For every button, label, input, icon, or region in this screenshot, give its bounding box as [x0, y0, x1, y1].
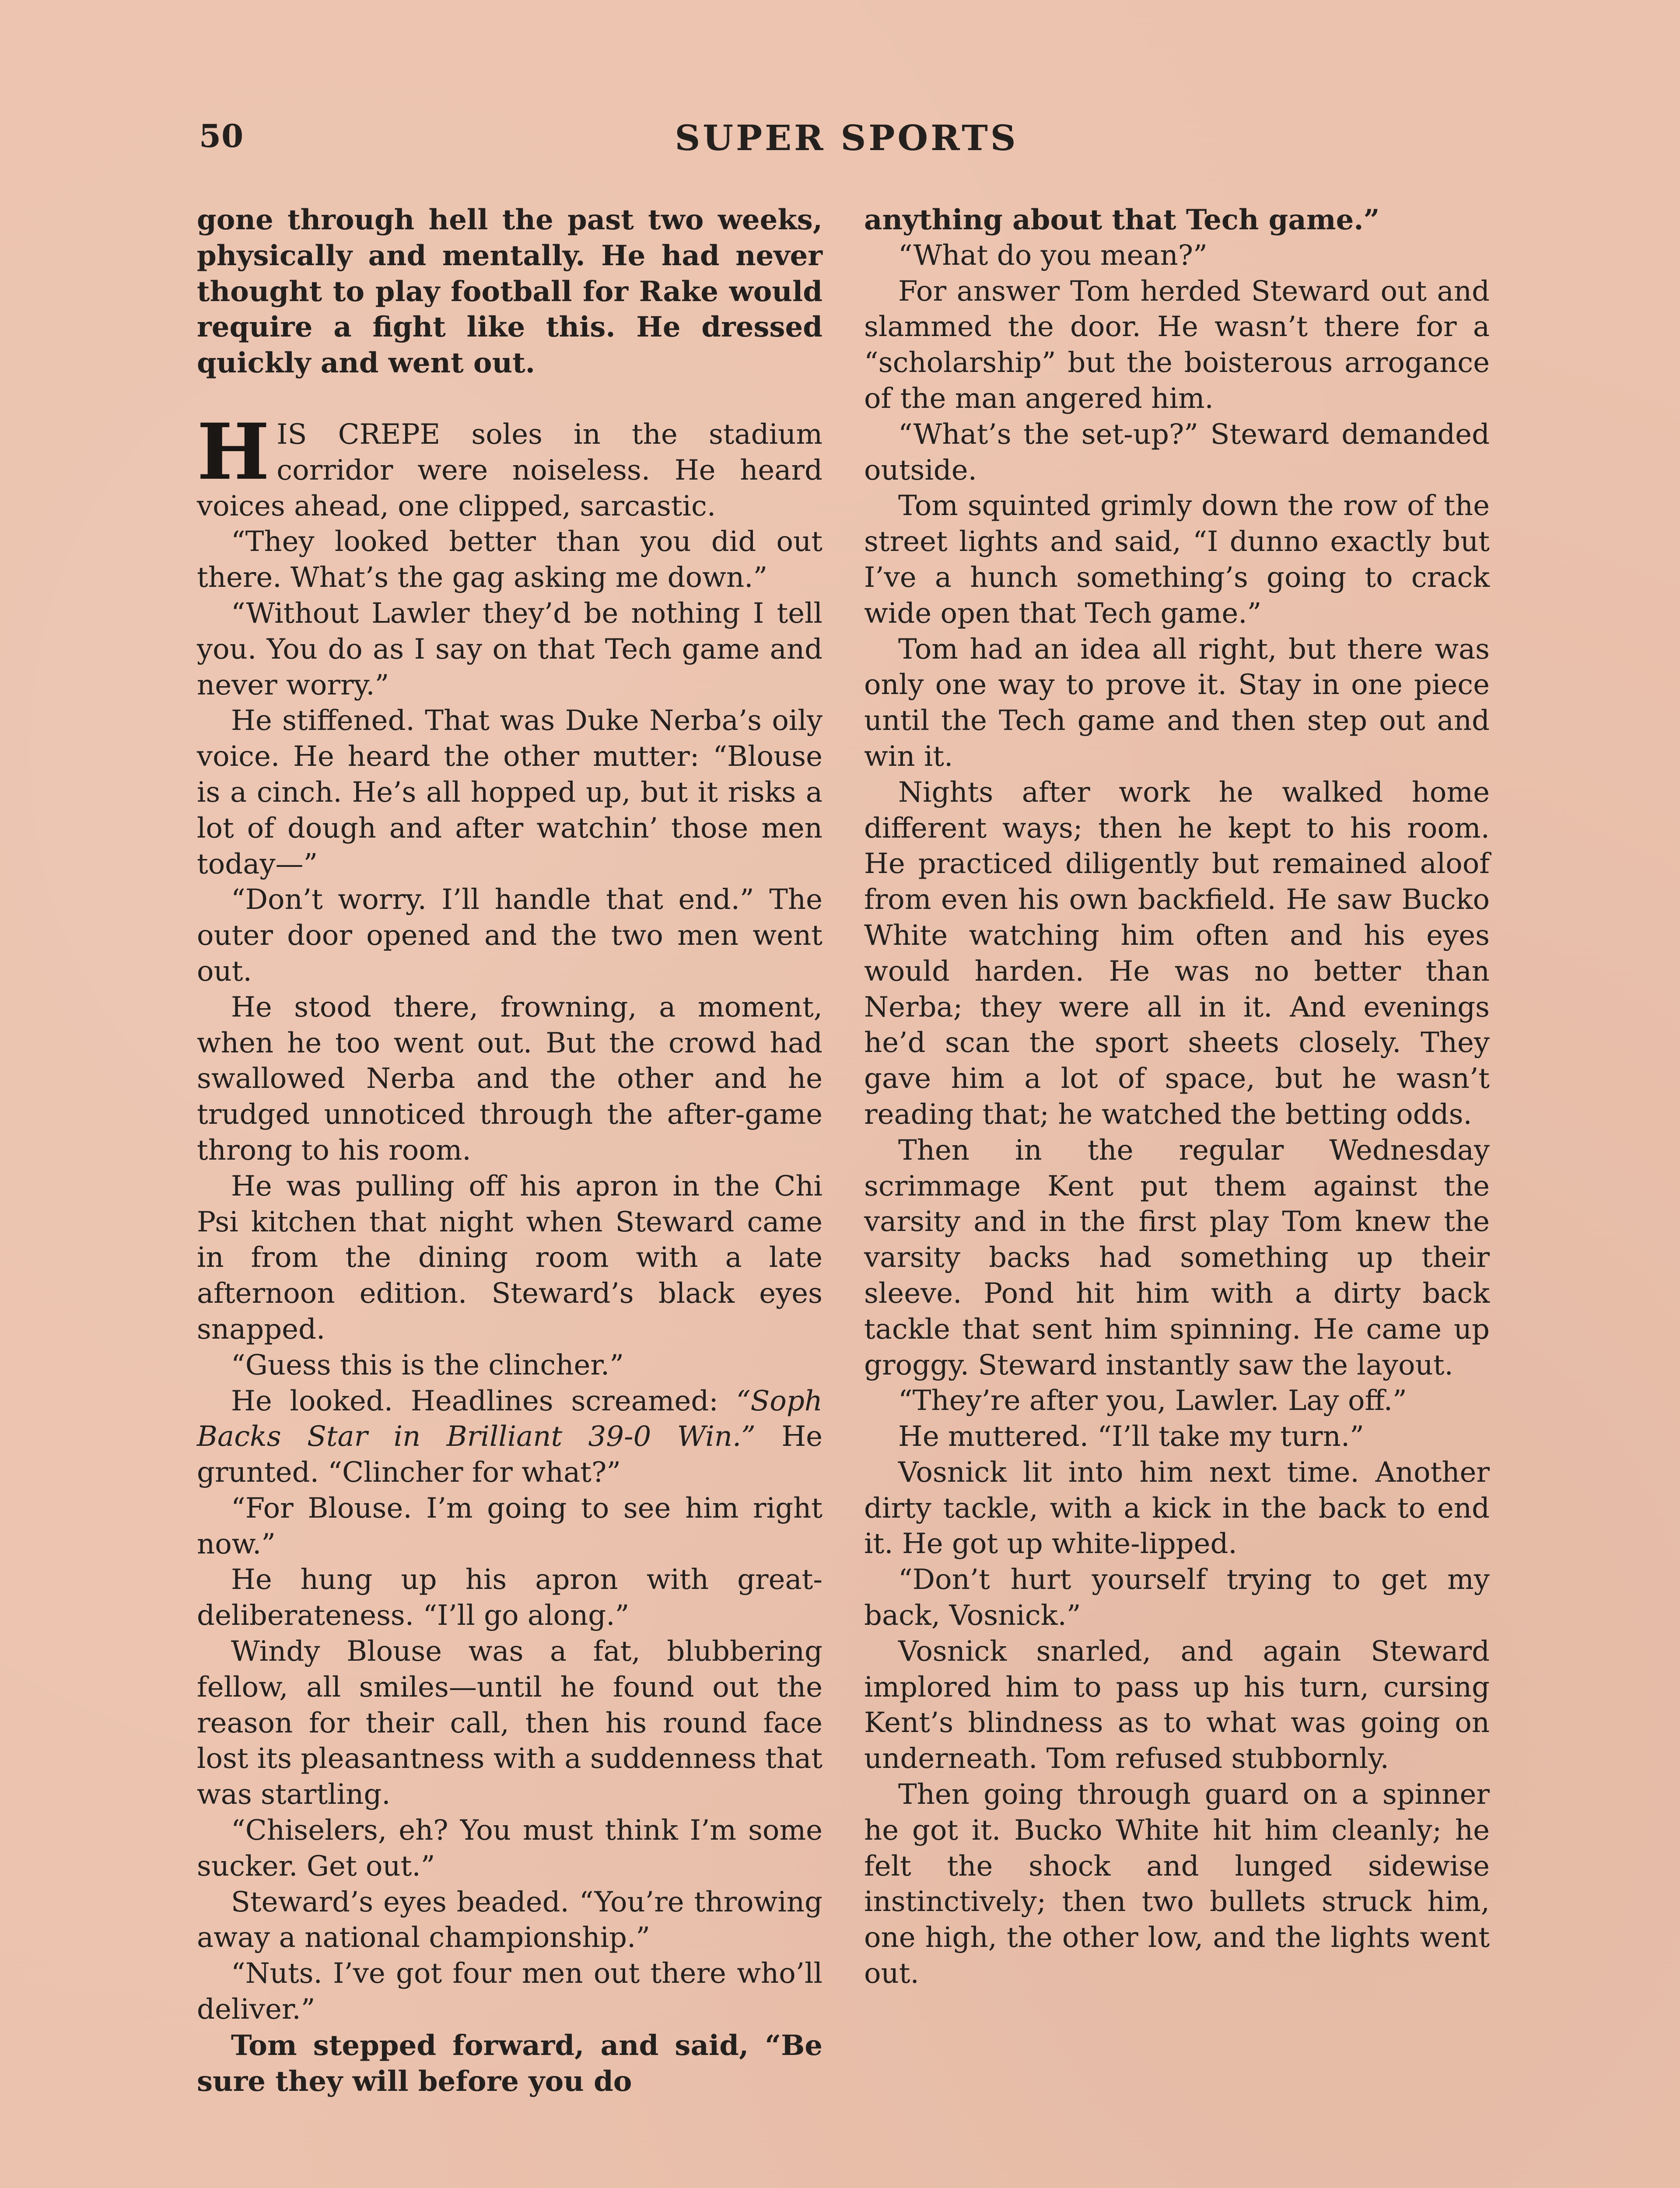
paragraph: “Don’t worry. I’ll handle that end.” The outer door opened and the two men went out.	[197, 884, 822, 988]
paragraph: Vosnick snarled, and again Steward implored him to pass up his turn, cursing Kent’s blindness as to what was going on underneath. Tom refused stubbornly.	[864, 1635, 1490, 1775]
paragraph: “What’s the set-up?” Steward demanded outside.	[864, 418, 1490, 487]
paragraph-text: He grunted. “Clincher for what?”	[197, 1420, 822, 1489]
paragraph: Tom squinted grimly down the row of the street lights and said, “I dunno exactly but I’ve a hunch something’s going to crack wide open that Tech game.”	[864, 490, 1490, 630]
paragraph: gone through hell the past two weeks, physically and mentally. He had never thought to play football for Rake would require a fight like this. He dressed quickly and went out.	[197, 203, 822, 380]
paragraph: He was pulling off his apron in the Chi Psi kitchen that night when Steward came in from the dining room with a late afternoon edition. Steward’s black eyes snapped.	[197, 1170, 822, 1346]
paragraph: He muttered. “I’ll take my turn.”	[898, 1420, 1364, 1453]
page-header	[199, 117, 1494, 170]
paragraph: Tom had an idea all right, but there was only one way to prove it. Stay in one piece until the Tech game and then step out and win it.	[864, 633, 1490, 773]
paragraph: “Guess this is the clincher.”	[231, 1349, 624, 1382]
paragraph: Tom stepped forward, and said, “Be sure they will before you do	[197, 2029, 822, 2098]
paragraph: “For Blouse. I’m going to see him right now.”	[197, 1492, 822, 1560]
paragraph	[197, 1384, 822, 1491]
section-opening-paragraph	[197, 406, 822, 524]
paragraph: “Don’t hurt yourself trying to get my back, Vosnick.”	[864, 1564, 1490, 1632]
paragraph-text: He looked. Headlines screamed:	[231, 1385, 736, 1417]
paragraph: “They looked better than you did out there. What’s the gag asking me down.”	[197, 526, 822, 594]
paragraph: He hung up his apron with great-deliberateness. “I’ll go along.”	[197, 1564, 822, 1632]
paragraph: He stood there, frowning, a moment, when he too went out. But the crowd had swallowed Nerba and the other and he trudged unnoticed through the after-game throng to his room.	[197, 991, 822, 1167]
newspaper-headline: “Soph Backs Star in Brilliant 39-0 Win.”	[197, 1385, 822, 1453]
paragraph: Windy Blouse was a fat, blubbering fellow, all smiles—until he found out the reason for their call, then his round face lost its pleasantness with a suddenness that was startling.	[197, 1635, 822, 1811]
page-number: 50	[199, 117, 244, 154]
paragraph: Then in the regular Wednesday scrimmage Kent put them against the varsity and in the first play Tom knew the varsity backs had something up their sleeve. Pond hit him with a dirty back tackle that sent him spinning. He came up groggy. Steward instantly saw the layout.	[864, 1134, 1490, 1382]
running-title: SUPER SPORTS	[675, 117, 1018, 158]
paragraph-text: IS CREPE soles in the stadium corridor were noiseless. He heard voices ahead, one clipped, sarcastic.	[197, 418, 822, 522]
paragraph: “Without Lawler they’d be nothing I tell you. You do as I say on that Tech game and never worry.”	[197, 597, 822, 701]
right-text-column	[864, 202, 1490, 1992]
left-text-column	[197, 202, 822, 2099]
paragraph: He stiffened. That was Duke Nerba’s oily voice. He heard the other mutter: “Blouse is a cinch. He’s all hopped up, but it risks a lot of dough and after watchin’ those men today—”	[197, 705, 822, 880]
paragraph: Then going through guard on a spinner he got it. Bucko White hit him cleanly; he felt the shock and lunged sidewise instinctively; then two bullets struck him, one high, the other low, and the lights went out.	[864, 1778, 1490, 1990]
paragraph: “They’re after you, Lawler. Lay off.”	[898, 1385, 1407, 1417]
drop-cap: H	[197, 406, 270, 497]
paragraph: Steward’s eyes beaded. “You’re throwing away a national championship.”	[197, 1886, 822, 1954]
paragraph: For answer Tom herded Steward out and slammed the door. He wasn’t there for a “scholarship” but the boisterous arrogance of the man angered him.	[864, 275, 1490, 415]
paragraph: “Nuts. I’ve got four men out there who’ll deliver.”	[197, 1957, 822, 2026]
paragraph: “What do you mean?”	[898, 239, 1208, 272]
paragraph: Vosnick lit into him next time. Another dirty tackle, with a kick in the back to end it. He got up white-lipped.	[864, 1456, 1490, 1560]
paragraph: anything about that Tech game.”	[864, 203, 1380, 236]
paragraph: “Chiselers, eh? You must think I’m some sucker. Get out.”	[197, 1814, 822, 1883]
paragraph: Nights after work he walked home different ways; then he kept to his room. He practiced diligently but remained aloof from even his own backfield. He saw Bucko White watching him often and his eyes would harden. He was no better than Nerba; they were all in it. And evenings he’d scan the sport sheets closely. They gave him a lot of space, but he wasn’t reading that; he watched the betting odds.	[864, 776, 1490, 1131]
